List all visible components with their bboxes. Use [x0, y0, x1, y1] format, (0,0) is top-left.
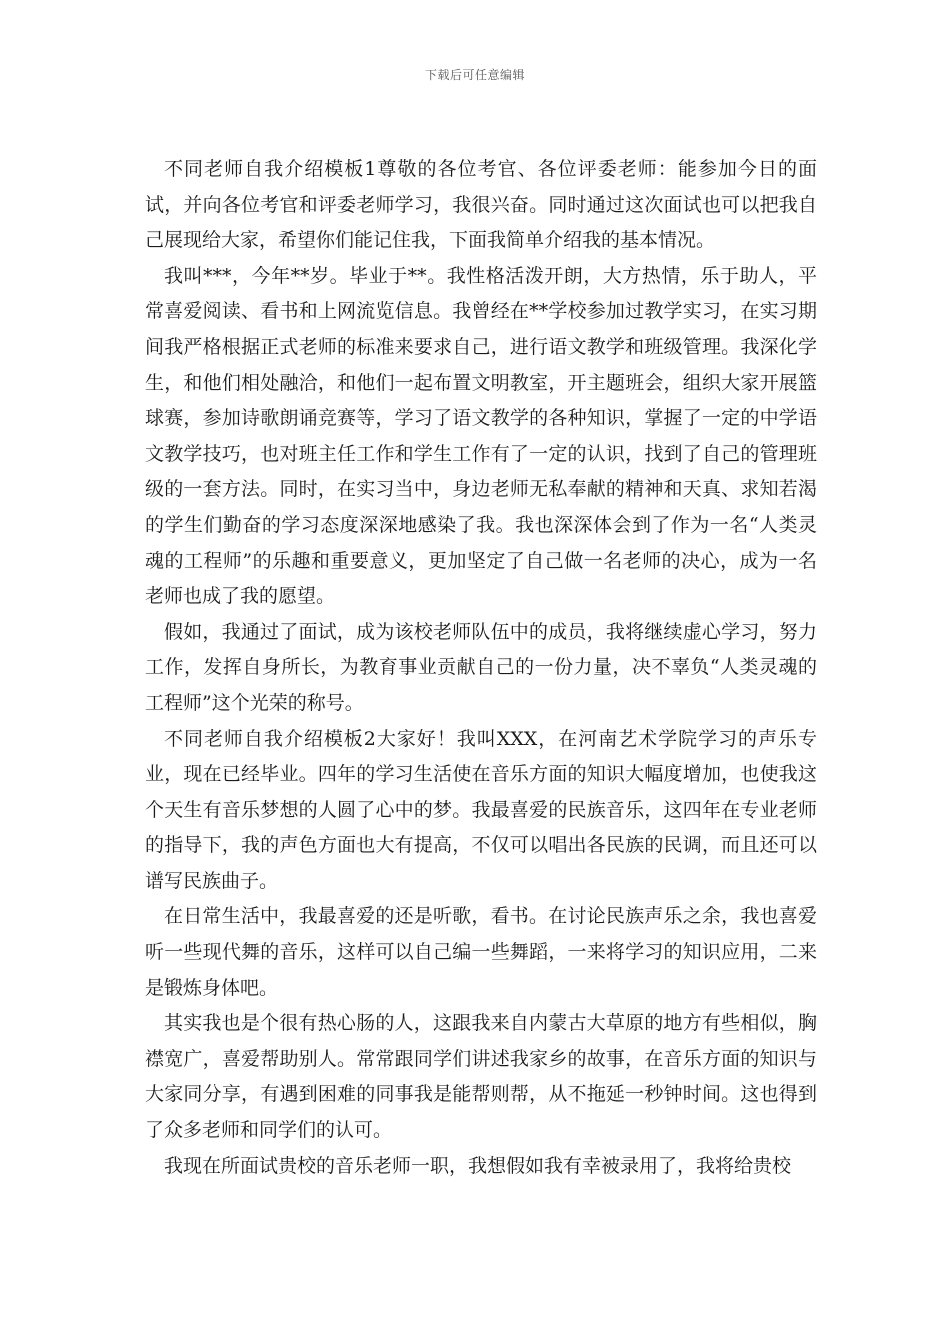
paragraph-commitment: 假如，我通过了面试，成为该校老师队伍中的成员，我将继续虚心学习，努力工作，发挥自身所长，为教育事业贡献自己的一份力量，决不辜负“人类灵魂的工程师”这个光荣的称号。 [145, 620, 817, 714]
paragraph-application: 我现在所面试贵校的音乐老师一职，我想假如我有幸被录用了，我将给贵校 [164, 1154, 792, 1177]
paragraph-personality: 其实我也是个很有热心肠的人，这跟我来自内蒙古大草原的地方有些相似，胸襟宽广，喜爱帮助别人。常常跟同学们讲述我家乡的故事，在音乐方面的知识与大家同分享，有遇到困难的同事我是能帮则帮，从不拖延一秒钟时间。这也得到了众多老师和同学们的认可。 [145, 1012, 817, 1142]
paragraph-background: 我叫***，今年**岁。毕业于**。我性格活泼开朗，大方热情，乐于助人，平常喜爱阅读、看书和上网流览信息。我曾经在**学校参加过教学实习，在实习期间我严格根据正式老师的标准来要求自己，进行语文教学和班级管理。我深化学生，和他们相处融洽，和他们一起布置文明教室，开主题班会，组织大家开展篮球赛，参加诗歌朗诵竞赛等，学习了语文教学的各种知识，掌握了一定的中学语文教学技巧，也对班主任工作和学生工作有了一定的认识，找到了自己的管理班级的一套方法。同时，在实习当中，身边老师无私奉献的精神和天真、求知若渴的学生们勤奋的学习态度深深地感染了我。我也深深体会到了作为一名“人类灵魂的工程师”的乐趣和重要意义，更加坚定了自己做一名老师的决心，成为一名老师也成了我的愿望。 [145, 264, 817, 608]
header-note: 下载后可任意编辑 [424, 68, 525, 82]
paragraph-template-1-intro: 不同老师自我介绍模板1尊敬的各位考官、各位评委老师：能参加今日的面试，并向各位考官和评委老师学习，我很兴奋。同时通过这次面试也可以把我自己展现给大家，希望你们能记住我，下面我简单介绍我的基本情况。 [145, 158, 817, 252]
paragraph-template-2-intro: 不同老师自我介绍模板2大家好！我叫XXX，在河南艺术学院学习的声乐专业，现在已经毕业。四年的学习生活使在音乐方面的知识大幅度增加，也使我这个天生有音乐梦想的人圆了心中的梦。我最喜爱的民族音乐，这四年在专业老师的指导下，我的声色方面也大有提高，不仅可以唱出各民族的民调，而且还可以谱写民族曲子。 [145, 727, 817, 892]
document-body [145, 152, 817, 1184]
paragraph-hobbies: 在日常生活中，我最喜爱的还是听歌，看书。在讨论民族声乐之余，我也喜爱听一些现代舞的音乐，这样可以自己编一些舞蹈，一来将学习的知识应用，二来是锻炼身体吧。 [145, 905, 817, 999]
